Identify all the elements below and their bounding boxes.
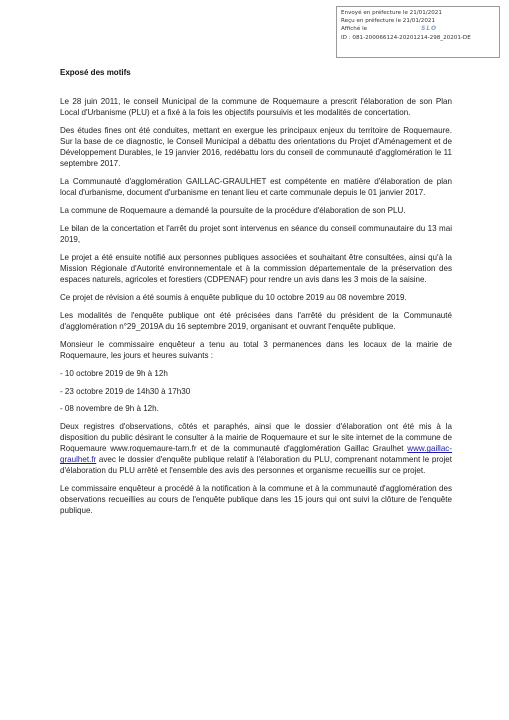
gaillac-graulhet-link[interactable]: www.gaillac-graulhet.fr (60, 444, 452, 465)
paragraph-continuation: La commune de Roquemaure a demandé la poursuite de la procédure d'élaboration de son PLU. (60, 206, 406, 216)
paragraph-public-inquiry: Ce projet de révision a été soumis à enquête publique du 10 octobre 2019 au 08 novembre 2019. (60, 293, 407, 303)
stamp-id-line: ID : 081-200066124-20201214-298_20201-DE (341, 34, 471, 41)
stamp-posted-line (341, 25, 496, 33)
paragraph-agglomeration: La Communauté d'agglomération GAILLAC-GRAULHET est compétente en matière d'élaboration de plan local d'urbanisme, document d'urbanisme en tenant lieu et carte communale depuis le 01 janvier 2017. (60, 177, 452, 198)
stamp-received-line: Reçu en préfecture le 21/01/2021 (341, 18, 436, 25)
paragraph-registers (60, 421, 452, 476)
list-item: - 08 novembre de 9h à 12h. (60, 404, 159, 414)
paragraph-prescription: Le 28 juin 2011, le conseil Municipal de la commune de Roquemaure a prescrit l'élaboration de son Plan Local d'Urbanisme (PLU) et a fixé à la fois les objectifs poursuivis et les modalités de concertation. (60, 97, 452, 118)
registers-text-end: avec le dossier d'enquête publique relatif à l'élaboration du PLU, comprenant notamment le projet d'élaboration du PLU arrêté et l'ensemble des avis des personnes et organisme recueillis sur ce projet. (60, 455, 452, 476)
stamp-sent-line: Envoyé en préfecture le 21/01/2021 (341, 10, 442, 16)
list-item: - 23 octobre 2019 de 14h30 à 17h30 (60, 386, 191, 396)
page-title: Exposé des motifs (60, 68, 131, 77)
prefecture-stamp (336, 6, 500, 58)
slo-logo: SLO (421, 25, 438, 33)
paragraph-modalities: Les modalités de l'enquête publique ont été précisées dans l'arrêté du président de la Communauté d'agglomération n°29_2019A du 16 septembre 2019, organisant et ouvrant l'enquête publique. (60, 310, 452, 332)
paragraph-concertation: Le bilan de la concertation et l'arrêt du projet sont intervenus en séance du conseil communautaire du 13 mai 2019, (60, 224, 452, 245)
list-item: - 10 octobre 2019 de 9h à 12h (60, 368, 168, 378)
registers-text: Deux registres d'observations, côtés et paraphés, ainsi que le dossier d'élaboration ont été mis à la disposition du public désirant le consulter à la mairie de Roquemaure et sur le site internet de la commune de Roquemaure www.roquemaure-tarn.fr et de la communauté d'agglomération Gaillac Graulhet (60, 422, 452, 454)
document-body (60, 96, 452, 523)
paragraph-notification: Le projet a été ensuite notifié aux personnes publiques associées et souhaitant être consultées, ainsi qu'à la Mission Régionale d'Autorité environnementale et à la commission départementale de la préservation des espaces naturels, agricoles et forestiers (CDPENAF) pour rendre un avis dans les 3 mois de la saisine. (60, 253, 452, 285)
paragraph-commissioner: Le commissaire enquêteur a procédé à la notification à la commune et à la communauté d'agglomération des observations recueillies au cours de l'enquête publique dans les 15 jours qui ont suivi la clôture de l'enquête publique. (60, 484, 452, 516)
paragraph-studies: Des études fines ont été conduites, mettant en exergue les principaux enjeux du territoire de Roquemaure. Sur la base de ce diagnostic, le Conseil Municipal a débattu des orientations du Projet d'Aménagement et de Développement Durables, le 19 janvier 2016, redébattu lors du conseil de communauté d'agglomération le 11 septembre 2017. (60, 125, 452, 169)
stamp-posted-label: Affiché le (341, 26, 368, 33)
paragraph-permanences: Monsieur le commissaire enquêteur a tenu au total 3 permanences dans les locaux de la mairie de Roquemaure, les jours et heures suivants : (60, 339, 452, 361)
